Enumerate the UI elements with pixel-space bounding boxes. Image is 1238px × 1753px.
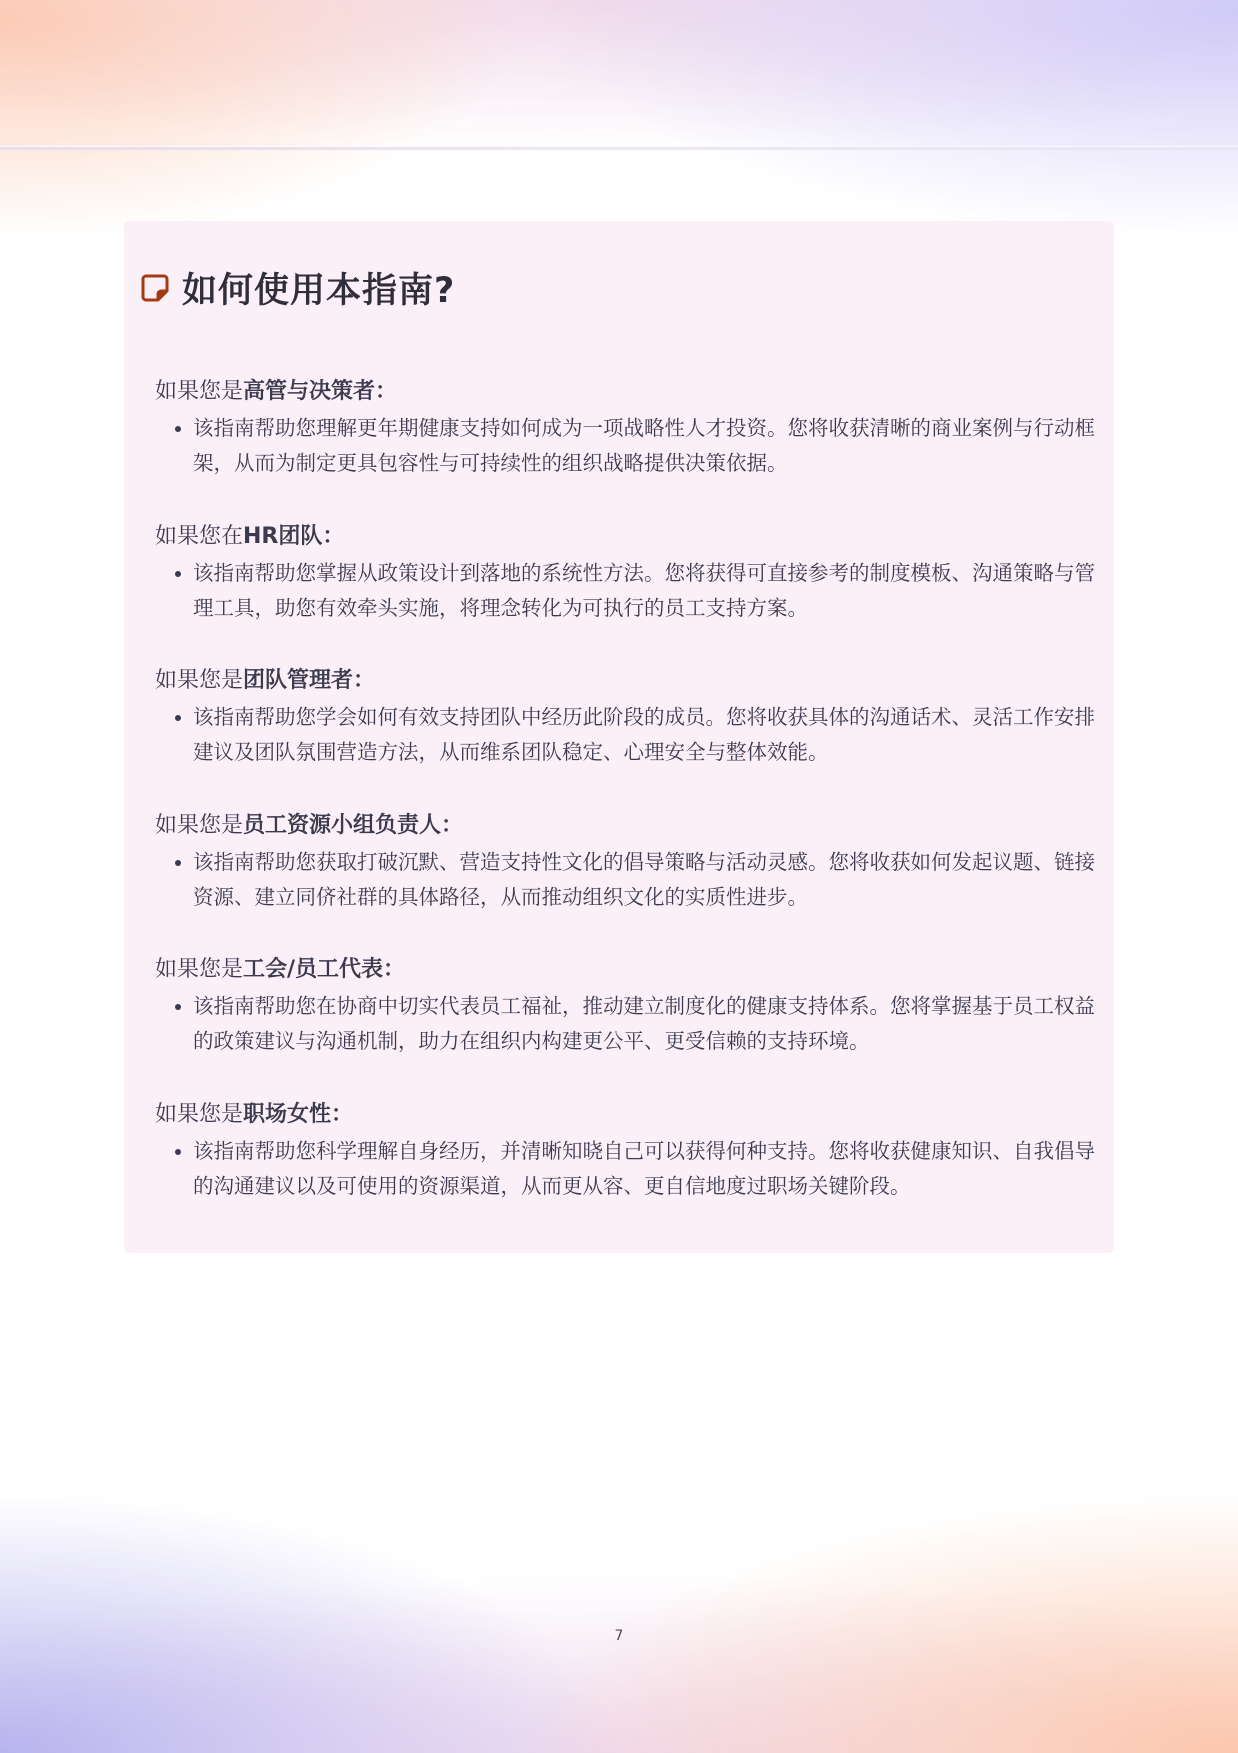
- heading-role: HR团队：: [243, 523, 345, 549]
- note-icon: [140, 273, 170, 303]
- card-header: [140, 263, 455, 313]
- section-heading: [155, 666, 1095, 696]
- section-heading: [155, 955, 1095, 985]
- list-item: [155, 556, 1095, 626]
- section-heading: [155, 811, 1095, 841]
- heading-prefix: 如果您在: [155, 523, 244, 549]
- heading-prefix: 如果您是: [155, 1101, 244, 1127]
- section-erg-leaders: [155, 811, 1095, 956]
- heading-role: 团队管理者：: [243, 668, 376, 694]
- heading-prefix: 如果您是: [155, 668, 244, 694]
- audience-sections: [155, 377, 1095, 1245]
- section-team-managers: [155, 666, 1095, 811]
- list-item: [155, 845, 1095, 915]
- section-hr-team: [155, 522, 1095, 667]
- section-union-representatives: [155, 955, 1095, 1100]
- list-item: [155, 989, 1095, 1059]
- list-item-text: 该指南帮助您掌握从政策设计到落地的系统性方法。您将获得可直接参考的制度模板、沟通策略与管理工具，助您有效牵头实施，将理念转化为可执行的员工支持方案。: [193, 560, 1095, 620]
- heading-role: 员工资源小组负责人：: [243, 812, 464, 838]
- list-item-text: 该指南帮助您在协商中切实代表员工福祉，推动建立制度化的健康支持体系。您将掌握基于员工权益的政策建议与沟通机制，助力在组织内构建更公平、更受信赖的支持环境。: [193, 994, 1095, 1054]
- bullet-icon: [175, 1004, 181, 1010]
- section-heading: [155, 1100, 1095, 1130]
- section-working-women: [155, 1100, 1095, 1245]
- section-executives: [155, 377, 1095, 522]
- list-item: [155, 411, 1095, 481]
- bullet-icon: [175, 571, 181, 577]
- heading-role: 高管与决策者：: [243, 379, 398, 404]
- heading-role: 职场女性：: [243, 1101, 354, 1127]
- list-item-text: 该指南帮助您学会如何有效支持团队中经历此阶段的成员。您将收获具体的沟通话术、灵活工作安排建议及团队氛围营造方法，从而维系团队稳定、心理安全与整体效能。: [193, 705, 1095, 765]
- heading-prefix: 如果您是: [155, 957, 244, 983]
- header-divider: [0, 146, 1238, 150]
- list-item: [155, 700, 1095, 770]
- heading-role: 工会/员工代表：: [243, 957, 406, 983]
- bullet-icon: [175, 1149, 181, 1155]
- list-item-text: 该指南帮助您科学理解自身经历，并清晰知晓自己可以获得何种支持。您将收获健康知识、自我倡导的沟通建议以及可使用的资源渠道，从而更从容、更自信地度过职场关键阶段。: [193, 1138, 1095, 1198]
- bullet-icon: [175, 715, 181, 721]
- page-number: 7: [614, 1628, 624, 1644]
- section-heading: [155, 522, 1095, 552]
- guide-card: [124, 221, 1114, 1253]
- section-heading: [155, 377, 1095, 407]
- heading-prefix: 如果您是: [155, 812, 244, 838]
- page-title: 如何使用本指南?: [182, 271, 456, 311]
- bullet-icon: [175, 860, 181, 866]
- bullet-icon: [175, 426, 181, 432]
- heading-prefix: 如果您是: [155, 379, 244, 404]
- list-item: [155, 1134, 1095, 1204]
- list-item-text: 该指南帮助您理解更年期健康支持如何成为一项战略性人才投资。您将收获清晰的商业案例与行动框架，从而为制定更具包容性与可持续性的组织战略提供决策依据。: [193, 416, 1095, 475]
- list-item-text: 该指南帮助您获取打破沉默、营造支持性文化的倡导策略与活动灵感。您将收获如何发起议题、链接资源、建立同侪社群的具体路径，从而推动组织文化的实质性进步。: [193, 849, 1095, 909]
